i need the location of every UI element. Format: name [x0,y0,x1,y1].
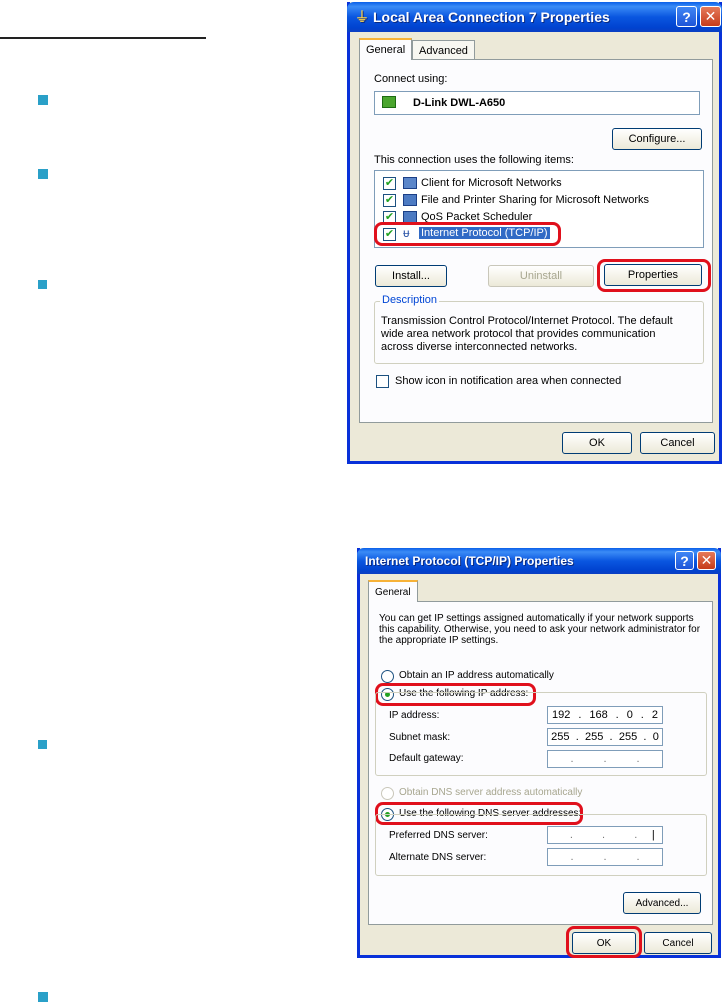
tab-general[interactable]: General [368,580,418,602]
help-button[interactable] [676,6,697,27]
show-icon-checkbox[interactable] [376,375,389,388]
configure-button[interactable]: Configure... [612,128,702,150]
uninstall-button[interactable]: Uninstall [488,265,594,287]
ip-octet: 192 [551,709,571,721]
highlight-tcpip-item [374,222,561,246]
network-connection-icon: ⏚ [355,9,369,25]
item-label: Client for Microsoft Networks [421,177,562,189]
description-groupbox [374,294,704,364]
dialog-title-bar[interactable] [357,548,721,574]
item-label: Internet Protocol (TCP/IP) [421,227,548,239]
cancel-button[interactable]: Cancel [644,932,712,954]
dialog-title: Local Area Connection 7 Properties [373,9,610,25]
ip-octet: 168 [589,709,608,721]
bullet-marker [38,169,48,179]
general-tab-panel [359,59,713,423]
item-label: QoS Packet Scheduler [421,211,533,223]
close-icon: ✕ [700,552,713,568]
subnet-mask-input[interactable]: 255 . 255 . 255 . 0 [547,728,663,746]
help-icon: ? [682,8,691,25]
dialog-title: Internet Protocol (TCP/IP) Properties [365,554,574,568]
show-icon-label: Show icon in notification area when connected [395,375,622,387]
ip-octet: 255 [551,731,570,743]
general-tab-panel [368,601,713,925]
highlight-ok-button [566,926,642,958]
ip-octet: 255 [584,731,604,743]
help-icon: ? [680,552,689,569]
item-checkbox[interactable]: ✔ [384,211,395,223]
tab-general[interactable]: General [359,38,412,60]
close-button[interactable] [700,6,721,27]
tcpip-properties-dialog [357,548,721,958]
highlight-properties-button [597,259,711,292]
description-line: Transmission Control Protocol/Internet Protocol. The default [381,315,673,327]
dns-settings-groupbox [375,814,707,876]
use-ip-label: Use the following IP address: [399,688,529,699]
ip-octet: 0 [626,709,633,721]
preferred-dns-label: Preferred DNS server: [389,830,488,841]
ip-octet: 2 [651,709,658,721]
item-label: File and Printer Sharing for Microsoft Networks [421,194,650,206]
obtain-dns-label: Obtain DNS server address automatically [399,787,583,798]
description-line: wide area network protocol that provides communication [381,328,656,340]
connect-using-label: Connect using: [374,73,448,85]
list-item[interactable] [379,176,699,192]
ip-octet: 255 [618,731,638,743]
close-icon: ✕ [704,8,717,24]
description-line: across diverse interconnected networks. [381,341,578,353]
default-gateway-input[interactable]: . . . [547,750,663,768]
install-button[interactable]: Install... [375,265,447,287]
item-checkbox[interactable]: ✔ [384,194,395,206]
tab-advanced[interactable]: Advanced [412,40,475,60]
advanced-button[interactable]: Advanced... [623,892,701,914]
properties-button[interactable]: Properties [604,264,702,286]
subnet-label: Subnet mask: [389,732,451,743]
dialog-title-bar[interactable] [347,2,722,32]
alternate-dns-label: Alternate DNS server: [389,852,487,863]
intro-line: the appropriate IP settings. [379,635,499,646]
network-client-icon [403,177,417,189]
ip-octet: 0 [652,731,659,743]
description-label: Description [382,294,438,306]
cancel-button[interactable]: Cancel [640,432,715,454]
preferred-dns-input[interactable]: . . . | [547,826,663,844]
protocol-icon: ᵾ [403,226,410,240]
adapter-name: D-Link DWL-A650 [413,97,506,109]
bullet-marker [38,992,48,1002]
local-area-connection-properties-dialog [347,2,722,464]
bullet-marker [38,95,48,105]
close-button[interactable] [697,551,716,570]
item-checkbox[interactable]: ✔ [384,177,395,189]
ok-button[interactable]: OK [572,932,636,954]
items-label: This connection uses the following items: [374,154,574,166]
obtain-ip-label: Obtain an IP address automatically [399,670,554,681]
file-printer-sharing-icon [403,194,417,206]
alternate-dns-input[interactable]: . . . [547,848,663,866]
intro-line: this capability. Otherwise, you need to ask your network administrator for [379,624,701,635]
ok-button[interactable]: OK [562,432,632,454]
obtain-dns-radio[interactable] [381,787,394,800]
bullet-marker [38,280,47,289]
help-button[interactable] [675,551,694,570]
list-item[interactable] [379,193,699,209]
network-adapter-icon [382,96,396,108]
intro-line: You can get IP settings assigned automatically if your network supports [379,613,694,624]
item-checkbox[interactable]: ✔ [384,228,395,240]
obtain-ip-radio[interactable] [381,670,394,683]
adapter-field [374,91,700,115]
heading-underline [0,37,206,39]
ip-address-label: IP address: [389,710,440,721]
gateway-label: Default gateway: [389,753,464,764]
ip-address-input[interactable]: 192 . 168 . 0 . 2 [547,706,663,724]
use-dns-label: Use the following DNS server addresses: [399,808,582,819]
bullet-marker [38,740,47,749]
